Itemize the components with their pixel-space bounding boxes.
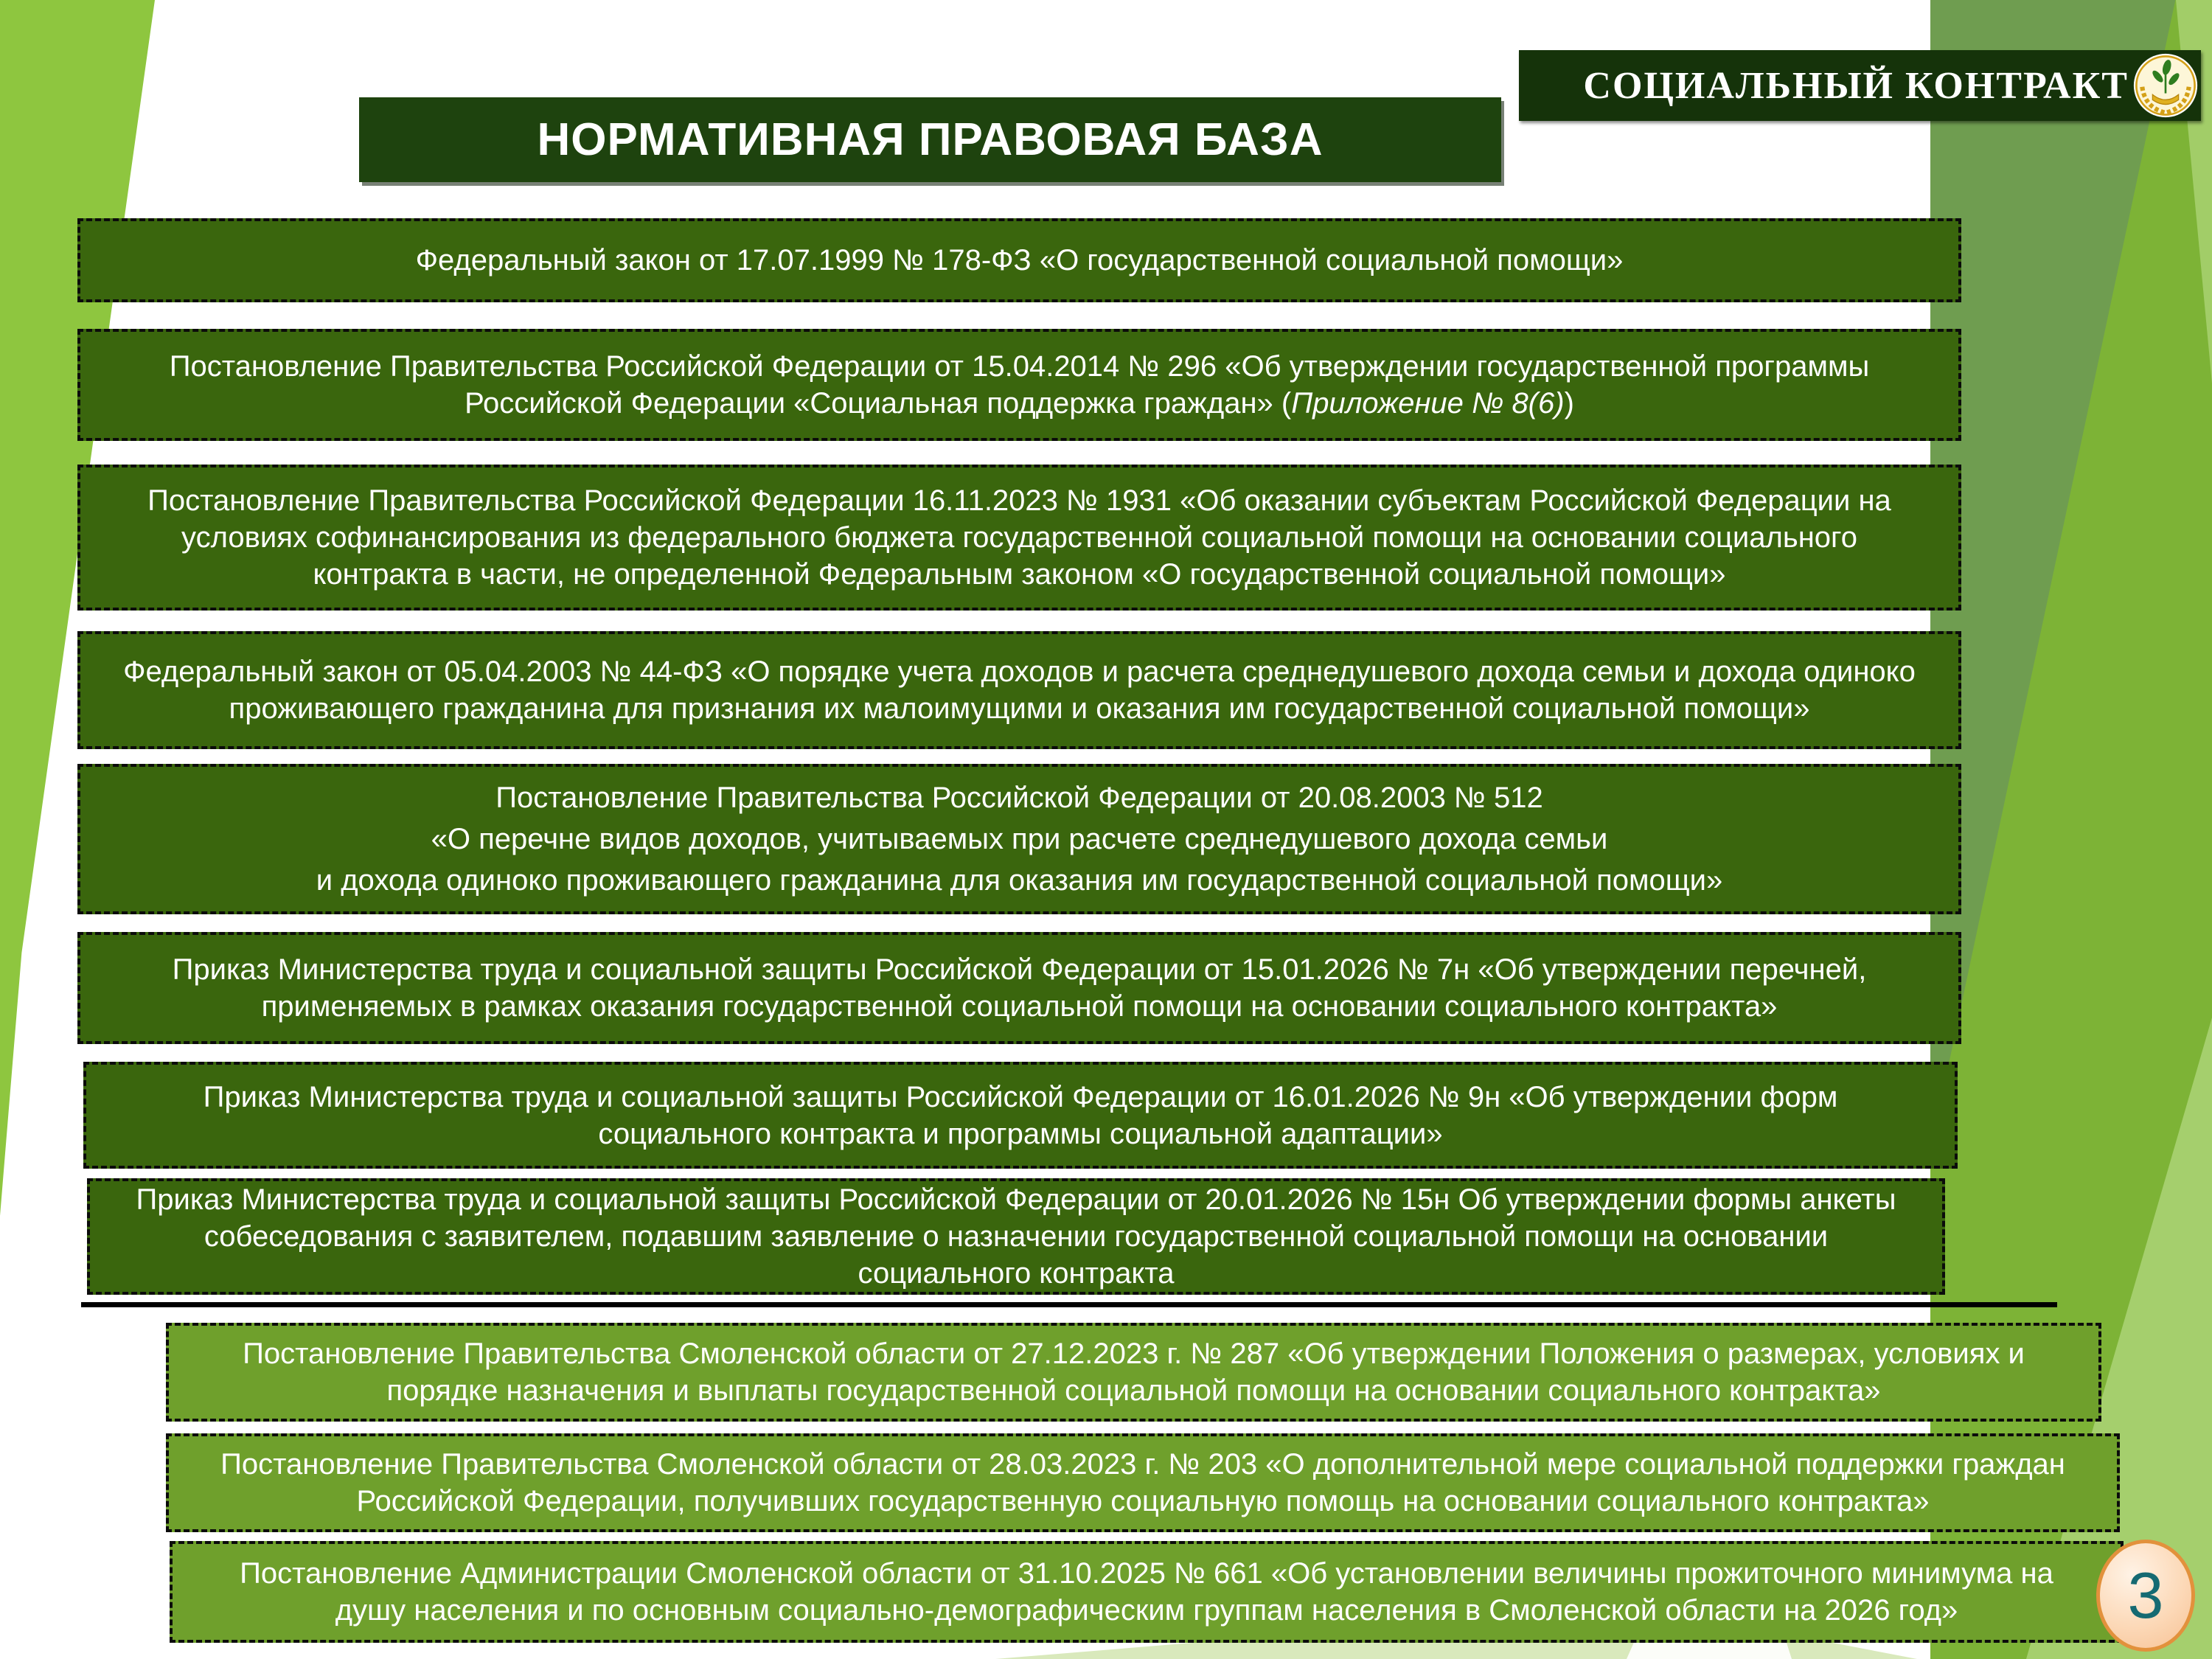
legal-act-text: Постановление Правительства Смоленской области от 27.12.2023 г. № 287 «Об утверждении Положения о размерах, условиях и порядке назначения и выплаты государственной социальной помощи на основании социального контракта» xyxy=(243,1338,2025,1407)
legal-act-box-order-9n xyxy=(83,1062,1958,1169)
legal-act-text: Постановление Правительства Российской Федерации от 20.08.2003 № 512 «О перечне видов доходов, учитываемых при расчете среднедушевого дохода семьи и дохода одиноко проживающего гражданина для оказания им государственной социальной помощи» xyxy=(316,782,1723,897)
legal-act-box-decree-296 xyxy=(77,329,1961,441)
legal-act-box-order-15n xyxy=(87,1178,1945,1295)
legal-act-box-order-7n xyxy=(77,932,1961,1044)
legal-act-text: Федеральный закон от 17.07.1999 № 178-ФЗ «О государственной социальной помощи» xyxy=(415,244,1624,276)
header-badge xyxy=(1519,50,2201,121)
legal-act-text: Постановление Правительства Российской Федерации от 15.04.2014 № 296 «Об утверждении государственной программы Российской Федерации «Социальная поддержка граждан» (Приложение № 8(6)) xyxy=(169,350,1870,420)
legal-act-text: Федеральный закон от 05.04.2003 № 44-ФЗ «О порядке учета доходов и расчета среднедушевого дохода семьи и дохода одиноко проживающего гражданина для признания их малоимущими и оказания им государственной социальной помощи» xyxy=(123,655,1916,725)
page-number: 3 xyxy=(2127,1559,2164,1632)
legal-act-text: Постановление Администрации Смоленской области от 31.10.2025 № 661 «Об установлении величины прожиточного минимума на душу населения и по основным социально-демографическим группам населения в Смоленской области на 2026 год» xyxy=(240,1557,2053,1627)
legal-act-text: Приказ Министерства труда и социальной защиты Российской Федерации от 20.01.2026 № 15н Об утверждении формы анкеты собеседования с заявителем, подавшим заявление о назначении государственной социальной помощи на основании социального контракта xyxy=(136,1183,1896,1290)
ministry-emblem-icon xyxy=(2133,53,2198,118)
legal-act-text: Приказ Министерства труда и социальной защиты Российской Федерации от 16.01.2026 № 9н «Об утверждении форм социального контракта и программы социальной адаптации» xyxy=(203,1080,1838,1150)
legal-act-box-regional-661 xyxy=(170,1541,2124,1643)
legal-act-box-decree-1931 xyxy=(77,465,1961,611)
legal-act-text: Приказ Министерства труда и социальной защиты Российской Федерации от 15.01.2026 № 7н «Об утверждении перечней, применяемых в рамках оказания государственной социальной помощи на основании социального контракта» xyxy=(172,953,1867,1023)
page-number-badge xyxy=(2096,1540,2195,1652)
slide-title: НОРМАТИВНАЯ ПРАВОВАЯ БАЗА xyxy=(537,114,1324,165)
section-separator-line xyxy=(81,1302,2057,1307)
legal-act-box-federal-law-178 xyxy=(77,218,1961,302)
legal-act-box-regional-203 xyxy=(166,1433,2120,1532)
header-badge-label: СОЦИАЛЬНЫЙ КОНТРАКТ xyxy=(1583,64,2129,107)
slide-title-box xyxy=(359,97,1501,182)
legal-act-box-regional-287 xyxy=(166,1323,2101,1422)
legal-act-box-decree-512 xyxy=(77,764,1961,914)
legal-act-text: Постановление Правительства Смоленской области от 28.03.2023 г. № 203 «О дополнительной мере социальной поддержки граждан Российской Федерации, получивших государственную социальную помощь на основании социального контракта» xyxy=(220,1448,2065,1517)
legal-act-box-federal-law-44 xyxy=(77,631,1961,749)
legal-act-text: Постановление Правительства Российской Федерации 16.11.2023 № 1931 «Об оказании субъектам Российской Федерации на условиях софинансирования из федерального бюджета государственной социальной помощи на основании социального контракта в части, не определенной Федеральным законом «О государственной социальной помощи» xyxy=(147,484,1891,591)
